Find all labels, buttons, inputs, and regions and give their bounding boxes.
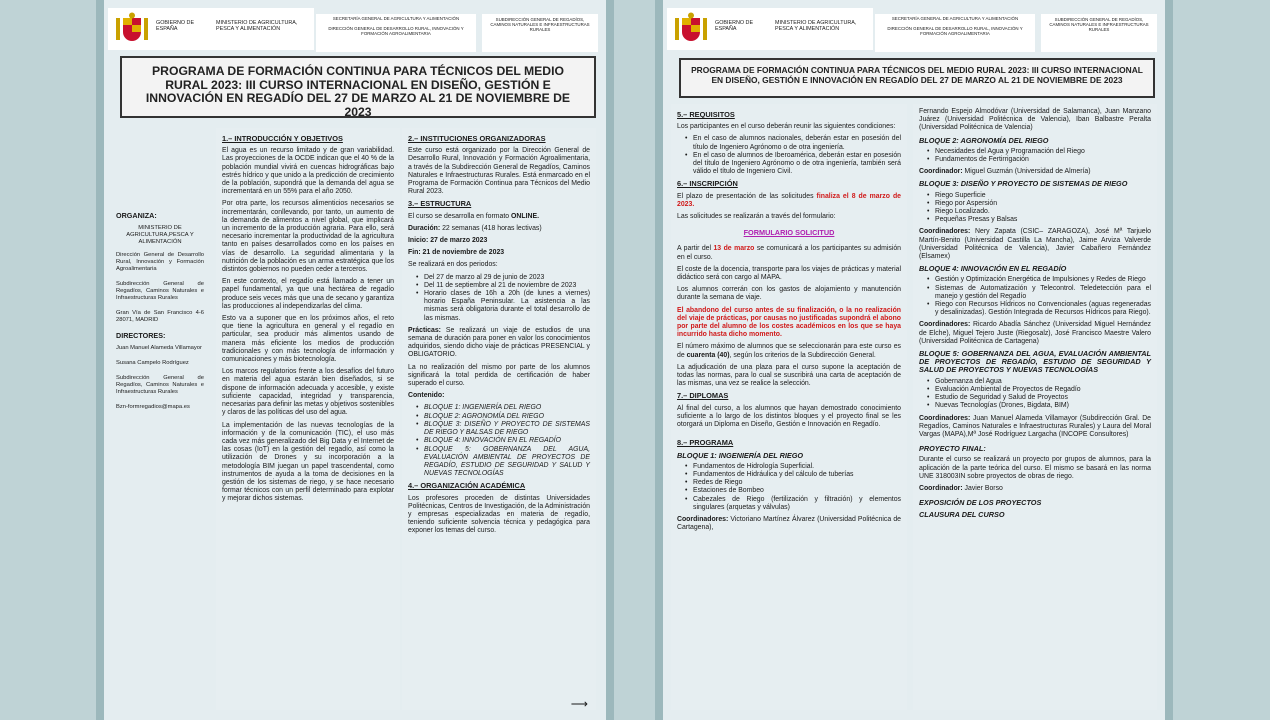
directores-sg: Subdirección General de Regadíos, Caminos Naturales e Infraestructuras Rurales — [116, 375, 204, 395]
list-item: • Evaluación Ambiental de Proyectos de Regadío — [929, 386, 1151, 394]
period-list — [418, 274, 590, 323]
formulario-link[interactable]: FORMULARIO SOLICITUD — [743, 228, 835, 238]
list-item: • En el caso de alumnos de Iberoamérica, deberán estar en posesión del título de Ingeniero Agrónomo o de otra ingeniería, también será válido el título de Ingeniero Civil. — [687, 152, 901, 177]
list-item: • Redes de Riego — [687, 479, 901, 487]
coordinador-line — [919, 485, 1151, 493]
label: Coordinadores: — [919, 414, 971, 422]
paragraph: Los marcos regulatorios frente a los desafíos del futuro en materia del agua estarán bien diseñados, si se dispone de información adecuada y accesible, y existe suficiente capacidad, integridad y transparencia, necesarias para definir las metas y objetivos sostenibles y claros de las políticas del uso del agua. — [222, 368, 394, 417]
list-item: • Del 27 de marzo al 29 de junio de 2023 — [418, 274, 590, 282]
section-heading: 8.– PROGRAMA — [677, 438, 734, 448]
list-item: • Del 11 de septiembre al 21 de noviembre de 2023 — [418, 282, 590, 290]
paragraph: El agua es un recurso limitado y de gran variabilidad. Las proyecciones de la OCDE indican que el 40 % de la población mundial vivirá en cuencas hidrográficas bajo estrés hídrico y que unido a la predicción de crecimiento de la población, supondrá que la demanda del agua se incrementará en un 55% para el año 2050. — [222, 147, 394, 196]
text: , según los criterios de la Subdirección General. — [729, 351, 876, 359]
ministerio-label: MINISTERIO DE AGRICULTURA, PESCA Y ALIMENTACIÓN — [775, 20, 857, 32]
paragraph: Se realizará en dos periodos: — [408, 261, 498, 269]
page-header — [663, 8, 1165, 50]
page-shadow — [606, 0, 614, 720]
gobierno-label: GOBIERNO DE ESPAÑA — [156, 20, 195, 32]
paragraph: Esto va a suponer que en los próximos años, el reto que tiene la agricultura en general y el regadío en particular, sea producir más alimentos usando de manera más eficiente los medios de producción tradicionales y con más tecnología de información y comunicaciones y más biotecnología. — [222, 315, 394, 364]
page-shadow — [96, 0, 104, 720]
text: se comunicará a los participantes su admisión en el curso. — [677, 245, 901, 261]
clausura-heading: CLAUSURA DEL CURSO — [919, 510, 1005, 520]
section-heading: 3.– ESTRUCTURA — [408, 199, 472, 209]
organiza-address: Gran Vía de San Francisco 4-6 28071, MADRID — [116, 310, 204, 323]
list-item: • Riego por Aspersión — [929, 200, 1151, 208]
gobierno-label: GOBIERNO DE ESPAÑA — [715, 20, 754, 32]
organiza-dg: Dirección General de Desarrollo Rural, Innovación y Formación Agroalimentaria — [116, 252, 204, 272]
label: Coordinadores: — [919, 321, 971, 329]
paragraph: La adjudicación de una plaza para el curso supone la aceptación de todas las normas, para lo cual se suscribirá una carta de aceptación de las mismas, una vez se realice la selección. — [677, 363, 901, 388]
paragraph: Los alumnos correrán con los gastos de alojamiento y manutención durante la semana de viaje. — [677, 286, 901, 302]
paragraph: Los profesores proceden de distintas Universidades Politécnicas, Centros de Investigación, de la Administración y empresas especializadas en materia de regadío, teniendo suficiente solvencia técnica y pedagógica para exponer los temas del curso. — [408, 494, 590, 535]
format-value: ONLINE. — [511, 212, 539, 220]
paragraph: Las solicitudes se realizarán a través del formulario: — [677, 213, 836, 221]
section-heading: 2.– INSTITUCIONES ORGANIZADORAS — [408, 134, 546, 143]
director-2: Susana Campelo Rodríguez — [116, 360, 189, 366]
paragraph: Este curso está organizado por la Dirección General de Desarrollo Rural, Innovación y Formación Agroalimentaria, a través de la Subdirección General de Regadíos, Caminos Naturales e Infraestructuras Rurales. Está enmarcado en el Programa de Formación Continua para Técnicos del Medio Rural 2023. — [408, 147, 590, 196]
list-item: • BLOQUE 3: DISEÑO Y PROYECTO DE SISTEMAS DE RIEGO Y BALSAS DE RIEGO — [418, 421, 590, 437]
list-item: • Gestión y Optimización Energética de Impulsiones y Redes de Riego — [929, 276, 1151, 284]
paragraph: Durante el curso se realizará un proyecto por grupos de alumnos, para la aplicación de la parte teórica del curso. El mismo se basará en las norma UNE 318003IN sobre proyectos de obras de riego. — [919, 456, 1151, 480]
column-intro — [216, 128, 400, 710]
list-item: • Riego Localizado. — [929, 208, 1151, 216]
paragraph: Los participantes en el curso deberán reunir las siguientes condiciones: — [677, 123, 896, 131]
value: Nery Zapata (CSIC– ZARAGOZA), José Mª Tarjuelo Martín-Benito (Universidad Castilla La Mancha), Jaime Arviza Valverde (Universidad Politécnica de Valencia), Javier Cabañero Fernández (Elsamex) — [919, 228, 1151, 261]
coordinador-line — [919, 168, 1151, 176]
duration-line — [408, 225, 590, 233]
abandono-warning: El abandono del curso antes de su finalización, o la no realización del viaje de prácticas, por causas no justificadas supondrá el abono por parte del alumno de los costes académicos en los que se haya incurrido hasta dicho momento. — [677, 306, 901, 339]
value: Ricardo Abadía Sánchez (Universidad Miguel Hernández de Elche), Miguel Tejero Juste (Riegosalz), José Francisco Maestre Valero (Universidad Politécnica de Cartagena) — [919, 321, 1151, 345]
column-requisitos — [671, 104, 907, 710]
page-header — [104, 8, 606, 50]
list-item: • Sistemas de Automatización y Telecontrol. Teledetección para el manejo y gestión del Regadío — [929, 285, 1151, 301]
organiza-sg: Subdirección General de Regadíos, Caminos Naturales e Infraestructuras Rurales — [116, 281, 204, 301]
count: cuarenta (40) — [686, 351, 730, 359]
requisitos-list — [687, 135, 901, 176]
numero-line — [677, 343, 901, 359]
label: Prácticas: — [408, 326, 441, 334]
coat-of-arms-icon — [114, 12, 150, 46]
list-item: • Necesidades del Agua y Programación del Riego — [929, 148, 1151, 156]
ministerio-label: MINISTERIO DE AGRICULTURA, PESCA Y ALIMENTACIÓN — [216, 20, 298, 32]
contenido-label — [408, 392, 590, 400]
section-heading: 6.– INSCRIPCIÓN — [677, 179, 738, 189]
label: Coordinadores: — [677, 515, 729, 523]
sidebar-organiza — [110, 130, 210, 710]
section-heading: 7.– DIPLOMAS — [677, 391, 729, 401]
label: Coordinadores: — [919, 228, 971, 236]
list-item: • Riego Superficie — [929, 192, 1151, 200]
secretaria-label: SECRETARÍA GENERAL DE AGRICULTURA Y ALIMENTACIÓN — [332, 16, 460, 21]
page-shadow — [1165, 0, 1173, 720]
end-date — [408, 249, 590, 257]
secretaria-label: SECRETARÍA GENERAL DE AGRICULTURA Y ALIMENTACIÓN — [891, 16, 1019, 21]
coordinadores-line — [677, 516, 901, 532]
list-item: • Fundamentos de Hidráulica y del cálculo de tuberías — [687, 471, 901, 479]
section-heading: 1.– INTRODUCCIÓN Y OBJETIVOS — [222, 134, 343, 143]
list-item: • Estudio de Seguridad y Salud de Proyectos — [929, 394, 1151, 402]
coordinadores-line — [919, 321, 1151, 346]
column-structure — [402, 128, 596, 710]
list-item: • Gobernanza del Agua — [929, 378, 1151, 386]
directores-heading: DIRECTORES: — [116, 331, 166, 340]
section-heading: 5.– REQUISITOS — [677, 110, 735, 119]
list-item: • Cabezales de Riego (fertilización y filtración) y elementos singulares (arquetas y válvulas) — [687, 496, 901, 512]
direccion-label: DIRECCIÓN GENERAL DE DESARROLLO RURAL, INNOVACIÓN Y FORMACIÓN AGROALIMENTARIA — [328, 26, 464, 36]
list-item: • Horario clases de 16h a 20h (de lunes a viernes) horario España Peninsular. La asistencia a las mismas será obligatoria durante el total desarrollo de las mismas. — [418, 290, 590, 323]
label: Coordinador: — [919, 484, 963, 492]
text: El plazo de presentación de las solicitudes — [677, 192, 817, 200]
paragraph: Al final del curso, a los alumnos que hayan demostrado conocimiento suficiente a lo largo de los distintos bloques y el proyecto final se les otorgará un Diploma en Diseño, Gestión e Innovación en Regadío. — [677, 404, 901, 429]
bloque-heading: BLOQUE 3: DISEÑO Y PROYECTO DE SISTEMAS DE RIEGO — [919, 179, 1128, 189]
coordinadores-line — [919, 228, 1151, 261]
list-item: • BLOQUE 5: GOBERNANZA DEL AGUA, EVALUACIÓN AMBIENTAL DE PROYECTOS DE REGADÍO, ESTUDIO DE SEGURIDAD Y SALUD Y NUEVAS TECNOLOGÍAS — [418, 446, 590, 479]
value: Se realizará un viaje de estudios de una semana de duración para poner en valor los conocimientos adquiridos, siendo dicho viaje de prácticas PRESENCIAL y OBLIGATORIO. — [408, 326, 590, 359]
value: Miguel Guzmán (Universidad de Almería) — [962, 168, 1091, 176]
value: Inicio: 27 de marzo 2023 — [408, 237, 488, 245]
admision-line — [677, 245, 901, 261]
label: Duración: — [408, 224, 441, 232]
paragraph: La implementación de las nuevas tecnologías de la información y de la comunicación (TIC), el uso más cada vez más generalizado del Big Data y el Internet de las cosas (IoT) en la gestión del regadío, así como la utilización de Drones y su incorporación a la metodología BIM juegan un papel trascendental, como instrumentos de ayuda a la toma de decisiones en la gestión de los sistemas de riego, y se hace necesario formar técnicos con un perfil determinado para explotar y mejorar dichos sistemas. — [222, 421, 394, 503]
value: Victoriano Martínez Álvarez (Universidad Politécnica de Cartagena), — [677, 515, 901, 532]
bloque-heading: BLOQUE 2: AGRONOMÍA DEL RIEGO — [919, 135, 1049, 145]
bloque-5-list — [929, 378, 1151, 411]
bloques-list — [418, 404, 590, 478]
page-title: PROGRAMA DE FORMACIÓN CONTINUA PARA TÉCNICOS DEL MEDIO RURAL 2023: III CURSO INTERNACIONAL EN DISEÑO, GESTIÓN E INNOVACIÓN EN REGADÍO DEL 27 DE MARZO AL 21 DE NOVIEMBRE DE 2023 — [679, 58, 1155, 98]
paragraph: Fernando Espejo Almodóvar (Universidad de Salamanca), Juan Manzano Juárez (Universidad Politécnica de Valencia), Iban Balbastre Peralta (Universidad Politécnica de Valencia) — [919, 108, 1151, 132]
list-item: • BLOQUE 4: INNOVACIÓN EN EL REGADÍO — [418, 437, 590, 445]
subdireccion-label: SUBDIRECCIÓN GENERAL DE REGADÍOS, CAMINOS NATURALES E INFRAESTRUCTURAS RURALES — [1041, 14, 1157, 52]
bloque-heading: BLOQUE 1: INGENIERÍA DEL RIEGO — [677, 450, 804, 460]
proyecto-final-heading: PROYECTO FINAL: — [919, 444, 986, 454]
list-item: • En el caso de alumnos nacionales, deberán estar en posesión del título de Ingeniero Agrónomo o de otra ingeniería. — [687, 135, 901, 151]
list-item: • Pequeñas Presas y Balsas — [929, 216, 1151, 224]
column-programa — [913, 104, 1157, 710]
label: Contenido: — [408, 392, 445, 400]
format-line — [408, 213, 590, 221]
coat-of-arms-icon — [673, 12, 709, 46]
organiza-ministerio: MINISTERIO DE AGRICULTURA,PESCA Y ALIMENTACIÓN — [126, 225, 194, 245]
exposicion-heading: EXPOSICIÓN DE LOS PROYECTOS — [919, 498, 1042, 508]
text: El número máximo de alumnos que se seleccionarán para este curso es de — [677, 343, 901, 359]
practicas-para — [408, 327, 590, 360]
value: 22 semanas (418 horas lectivas) — [440, 224, 542, 232]
page-1 — [104, 0, 606, 720]
coordinadores-line — [919, 415, 1151, 440]
list-item: • Fundamentos de Fertirrigación — [929, 156, 1151, 164]
value: Juan Manuel Alameda Villamayor (Subdirección Gral. De Regadíos, Caminos Naturales e Infraestructuras Rurales) y Laura del Moral Vargas (MAPA),Mª José Rodríguez Largacha (INCOPE Consultores) — [919, 414, 1151, 438]
page-shadow — [655, 0, 663, 720]
section-heading: 4.– ORGANIZACIÓN ACADÉMICA — [408, 481, 526, 491]
plazo-line — [677, 193, 901, 209]
bloque-4-list — [929, 276, 1151, 317]
text: A partir del — [677, 245, 714, 253]
bloque-heading: BLOQUE 5: GOBERNANZA DEL AGUA, EVALUACIÓN AMBIENTAL DE PROYECTOS DE REGADÍO, ESTUDIO DE SEGURIDAD Y SALUD DE PROYECTOS Y NUEVAS TECNOLOGÍAS — [919, 349, 1151, 375]
list-item: • Nuevas Tecnologías (Drones, Bigdata, BIM) — [929, 402, 1151, 410]
list-item: • Riego con Recursos Hídricos no Convencionales (aguas regeneradas y desalinizadas). Gestión Integrada de Recursos Hídricos para Riego). — [929, 301, 1151, 317]
list-item: • Fundamentos de Hidrología Superficial. — [687, 463, 901, 471]
label: Coordinador: — [919, 168, 963, 176]
list-item: • Estaciones de Bombeo — [687, 487, 901, 495]
page-title: PROGRAMA DE FORMACIÓN CONTINUA PARA TÉCNICOS DEL MEDIO RURAL 2023: III CURSO INTERNACIONAL EN DISEÑO, GESTIÓN E INNOVACIÓN EN REGADÍO DEL 27 DE MARZO AL 21 DE NOVIEMBRE DE 2023 — [120, 56, 596, 118]
secretaria-box — [316, 14, 476, 52]
paragraph: El coste de la docencia, transporte para los viajes de prácticas y material didáctico será con cargo al MAPA. — [677, 265, 901, 282]
secretaria-box — [875, 14, 1035, 52]
bloque-2-list — [929, 148, 1151, 164]
bloque-heading: BLOQUE 4: INNOVACIÓN EN EL REGADÍO — [919, 264, 1067, 274]
page-2 — [663, 0, 1165, 720]
list-item: • BLOQUE 2: AGRONOMÍA DEL RIEGO — [418, 413, 590, 421]
arrow-right-icon: ⟶ — [570, 696, 588, 710]
contact-email[interactable]: Bzn-formregadios@mapa.es — [116, 404, 190, 410]
list-item: • BLOQUE 1: INGENIERÍA DEL RIEGO — [418, 404, 590, 412]
bloque-1-list — [687, 463, 901, 512]
text: El curso se desarrolla en formato — [408, 212, 512, 220]
paragraph: En este contexto, el regadío está llamado a tener un papel fundamental, ya que una hectárea de regadío produce seis veces más que una de secano y garantiza las producciones al independizarlas del clima. — [222, 278, 394, 310]
paragraph: La no realización del mismo por parte de los alumnos significará la total perdida de certificación de haber superado el curso. — [408, 363, 590, 388]
subdireccion-label: SUBDIRECCIÓN GENERAL DE REGADÍOS, CAMINOS NATURALES E INFRAESTRUCTURAS RURALES — [482, 14, 598, 52]
director-1: Juan Manuel Alameda Villamayor — [116, 345, 202, 351]
direccion-label: DIRECCIÓN GENERAL DE DESARROLLO RURAL, INNOVACIÓN Y FORMACIÓN AGROALIMENTARIA — [887, 26, 1023, 36]
paragraph: Por otra parte, los recursos alimenticios necesarios se incrementarán, conllevando, por tanto, un aumento de la demanda de alimentos a nivel global, que implicará un incremento de la producción agraria. Para ello, será necesario incrementar la productividad de la agricultura tanto en países desarrollados como en los países en vías de desarrollo. La seguridad alimentaria y la nutrición de la población es un arma estratégica que los distintos gobiernos no pueden ceder a terceros. — [222, 200, 394, 274]
organiza-heading: ORGANIZA: — [116, 211, 157, 220]
date: 13 de marzo — [713, 245, 755, 253]
deadline: finaliza el 8 de marzo de 2023. — [677, 192, 901, 208]
start-date — [408, 237, 590, 245]
value: Javier Borso — [962, 484, 1003, 492]
bloque-3-list — [929, 192, 1151, 225]
value: Fin: 21 de noviembre de 2023 — [408, 249, 505, 257]
